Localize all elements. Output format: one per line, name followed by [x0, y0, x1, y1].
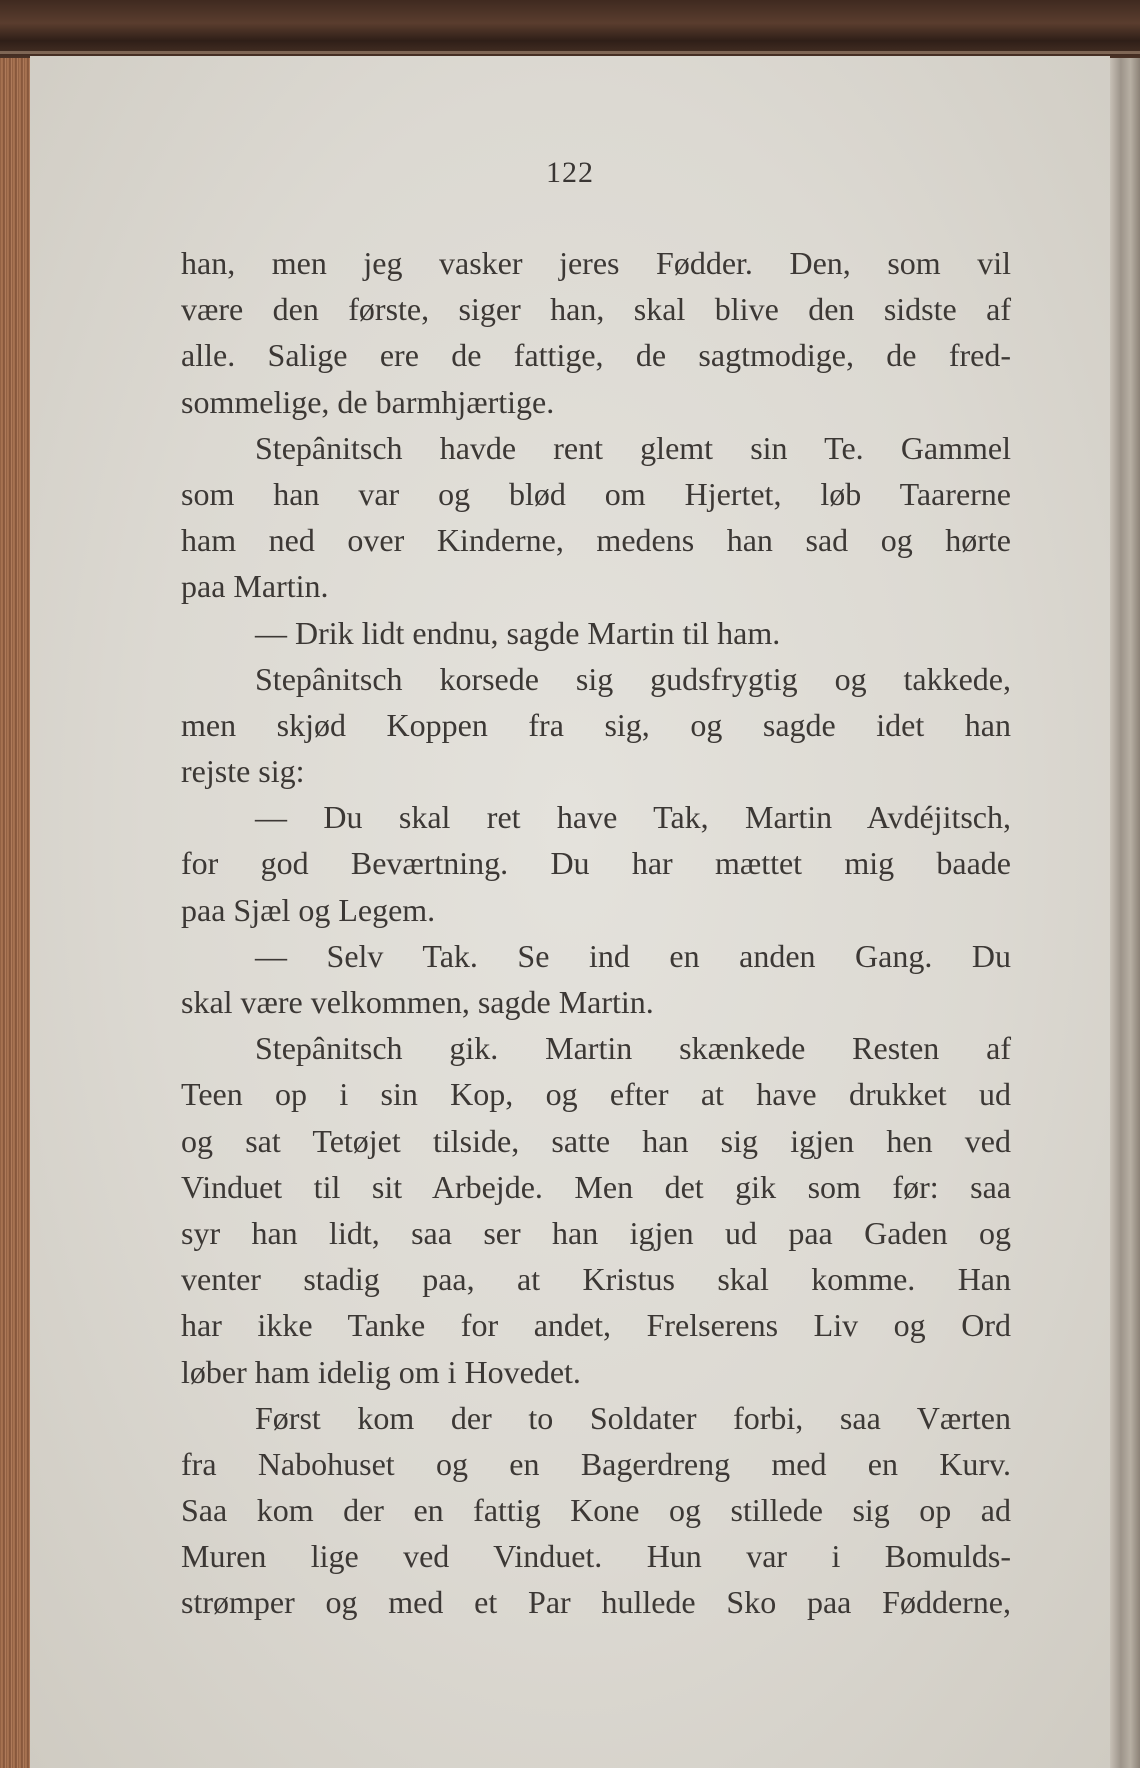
- text-line: Teen op i sin Kop, og efter at have drukket ud: [181, 1076, 1011, 1113]
- text-line: sommelige, de barmhjærtige.: [181, 383, 555, 420]
- text-line: Stepânitsch gik. Martin skænkede Resten af: [255, 1030, 1011, 1067]
- text-line: Først kom der to Soldater forbi, saa Værten: [255, 1399, 1011, 1436]
- text-line: rejste sig:: [181, 753, 305, 790]
- text-line: fra Nabohuset og en Bagerdreng med en Kurv.: [181, 1445, 1011, 1482]
- text-line: venter stadig paa, at Kristus skal komme. Han: [181, 1261, 1011, 1298]
- text-line: syr han lidt, saa ser han igjen ud paa Gaden og: [181, 1214, 1011, 1251]
- text-line: har ikke Tanke for andet, Frelserens Liv og Ord: [181, 1307, 1011, 1344]
- text-line: Vinduet til sit Arbejde. Men det gik som før: saa: [181, 1168, 1011, 1205]
- text-line: Muren lige ved Vinduet. Hun var i Bomulds-: [181, 1538, 1011, 1575]
- text-line: Stepânitsch havde rent glemt sin Te. Gammel: [255, 429, 1011, 466]
- text-line: være den første, siger han, skal blive den sidste af: [181, 291, 1011, 328]
- text-line: Saa kom der en fattig Kone og stillede sig op ad: [181, 1492, 1011, 1529]
- text-line: han, men jeg vasker jeres Fødder. Den, som vil: [181, 245, 1011, 281]
- text-line: paa Martin.: [181, 568, 329, 605]
- page-number: 122: [546, 156, 594, 189]
- text-line: — Selv Tak. Se ind en anden Gang. Du: [255, 937, 1011, 974]
- text-line: — Du skal ret have Tak, Martin Avdéjitsch,: [255, 799, 1011, 836]
- text-line: løber ham idelig om i Hovedet.: [181, 1353, 581, 1390]
- text-line: alle. Salige ere de fattige, de sagtmodige, de fred-: [181, 337, 1011, 374]
- text-line: og sat Tetøjet tilside, satte han sig igjen hen ved: [181, 1122, 1011, 1159]
- text-line: — Drik lidt endnu, sagde Martin til ham.: [255, 614, 781, 651]
- book-binding-top: [0, 0, 1140, 58]
- text-line: strømper og med et Par hullede Sko paa Fødderne,: [181, 1584, 1011, 1621]
- text-line: men skjød Koppen fra sig, og sagde idet han: [181, 706, 1011, 743]
- page-edge-left: [0, 58, 32, 1768]
- page-edge-right: [1108, 58, 1140, 1768]
- text-line: for god Beværtning. Du har mættet mig baade: [181, 845, 1011, 882]
- text-line: ham ned over Kinderne, medens han sad og hørte: [181, 522, 1011, 559]
- text-line: skal være velkommen, sagde Martin.: [181, 984, 654, 1020]
- text-line: som han var og blød om Hjertet, løb Taarerne: [181, 475, 1011, 512]
- text-line: Stepânitsch korsede sig gudsfrygtig og takkede,: [255, 660, 1011, 697]
- text-line: paa Sjæl og Legem.: [181, 891, 436, 928]
- body-text: [181, 240, 1011, 1626]
